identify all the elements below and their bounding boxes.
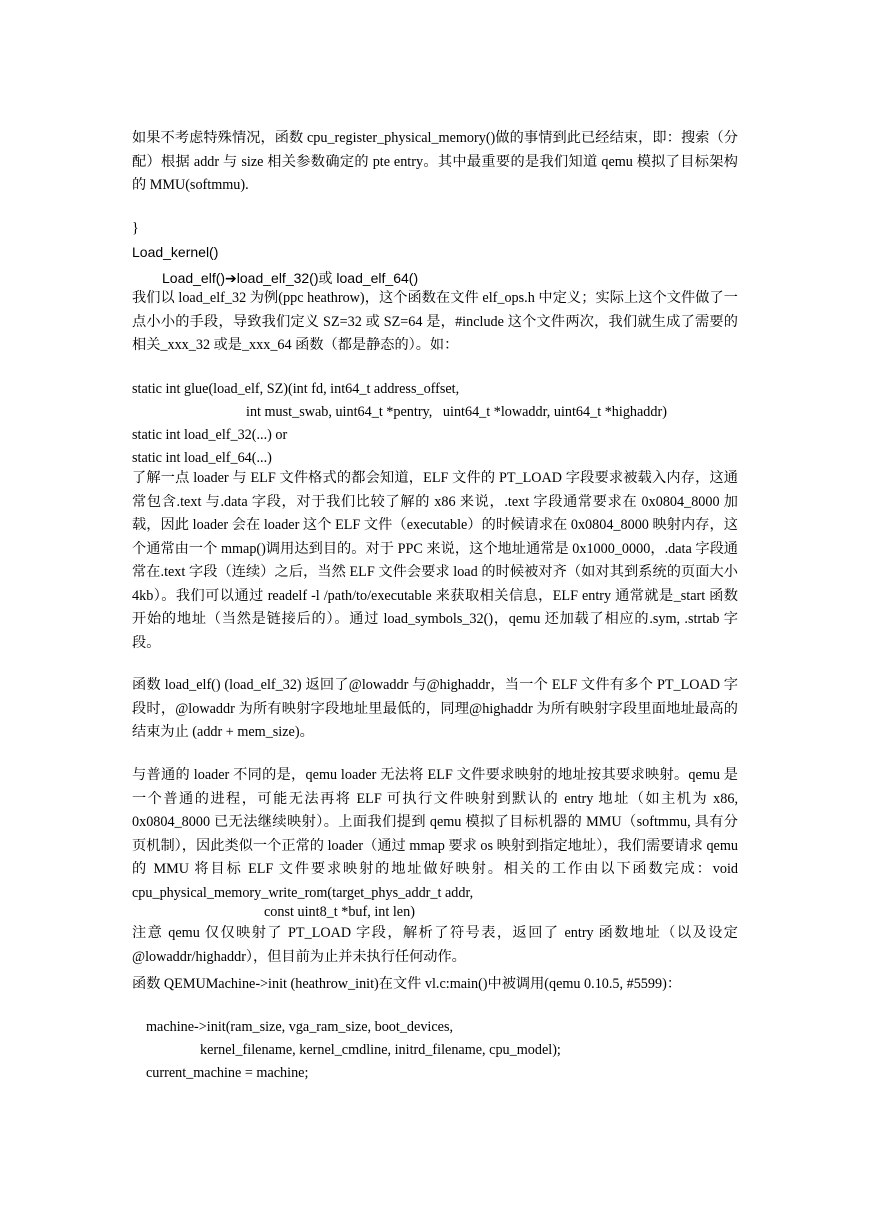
code-line-write-rom-args: const uint8_t *buf, int len) [264, 904, 415, 920]
code-line-glue: static int glue(load_elf, SZ)(int fd, int64_t address_offset, [132, 381, 460, 397]
paragraph-pt-load-note: 注意 qemu 仅仅映射了 PT_LOAD 字段，解析了符号表，返回了 entry 函数地址（以及设定@lowaddr/highaddr），但目前为止并未执行任何动作。 [132, 925, 738, 965]
paragraph-qemu-loader: 与普通的 loader 不同的是，qemu loader 无法将 ELF 文件要求映射的地址按其要求映射。qemu 是一个普通的进程，可能无法再将 ELF 可执行文件映射到默认的 entry 地址（如主机为 x86, 0x0804_8000 已无法继续映射）。上面我们提到 qemu 模拟了目标机器的 MMU（softmmu, 具有分页机制），因此类似一个正常的 loader（通过 mmap 要求 os 映射到指定地址），我们需要请求 qemu 的 MMU 将目标 ELF 文件要求映射的地址做好映射。相关的工作由以下函数完成：void cpu_physical_memory_write_rom(target_phys_addr_t addr, [132, 767, 738, 901]
code-line-machine-init-args: kernel_filename, kernel_cmdline, initrd_filename, cpu_model); [200, 1042, 561, 1058]
heading-load-elf [162, 268, 768, 288]
code-line-current-machine: current_machine = machine; [146, 1065, 309, 1081]
paragraph-machine-init: 函数 QEMUMachine->init (heathrow_init)在文件 vl.c:main()中被调用(qemu 0.10.5, #5599)： [132, 976, 682, 992]
right-arrow-icon: ➔ [225, 270, 237, 286]
paragraph-lowaddr-highaddr: 函数 load_elf() (load_elf_32) 返回了@lowaddr 与@highaddr，当一个 ELF 文件有多个 PT_LOAD 字段时，@lowaddr 为所有映射字段地址里最低的，同理@highaddr 为所有映射字段里面地址最高的结束为止 (addr + mem_size)。 [132, 677, 738, 740]
paragraph-pt-load: 了解一点 loader 与 ELF 文件格式的都会知道，ELF 文件的 PT_LOAD 字段要求被载入内存，这通常包含.text 与.data 字段，对于我们比较了解的 x86 来说，.text 字段通常要求在 0x0804_8000 加载，因此 loader 会在 loader 这个 ELF 文件（executable）的时候请求在 0x0804_8000 映射内存，这个通常由一个 mmap()调用达到目的。对于 PPC 来说，这个地址通常是 0x1000_0000，.data 字段通常在.text 字段（连续）之后，当然 ELF 文件会要求 load 的时候被对齐（如对其到系统的页面大小 4kb）。我们可以通过 readelf -l /path/to/executable 来获取相关信息，ELF entry 通常就是_start 函数开始的地址（当然是链接后的）。通过 load_symbols_32()，qemu 还加载了相应的.sym, .strtab 字段。 [132, 470, 738, 651]
load-elf-variants-label: load_elf_32()或 load_elf_64() [236, 270, 419, 286]
code-line-load-elf-32: static int load_elf_32(...) or [132, 427, 288, 443]
heading-load-kernel: Load_kernel() [132, 244, 219, 260]
code-line-machine-init: machine->init(ram_size, vga_ram_size, boot_devices, [146, 1019, 454, 1035]
closing-brace: } [132, 220, 139, 236]
code-line-glue-args: int must_swab, uint64_t *pentry, uint64_t *lowaddr, uint64_t *highaddr) [246, 404, 667, 420]
paragraph-softmmu: 如果不考虑特殊情况，函数 cpu_register_physical_memory()做的事情到此已经结束，即：搜索（分配）根据 addr 与 size 相关参数确定的 pte entry。其中最重要的是我们知道 qemu 模拟了目标架构的 MMU(softmmu). [132, 130, 738, 193]
code-line-load-elf-64: static int load_elf_64(...) [132, 450, 272, 466]
load-elf-label: Load_elf() [162, 270, 226, 286]
paragraph-elf-ops: 我们以 load_elf_32 为例(ppc heathrow)，这个函数在文件 elf_ops.h 中定义；实际上这个文件做了一点小小的手段，导致我们定义 SZ=32 或 SZ=64 是，#include 这个文件两次，我们就生成了需要的相关_xxx_32 或是_xxx_64 函数（都是静态的）。如： [132, 290, 738, 353]
